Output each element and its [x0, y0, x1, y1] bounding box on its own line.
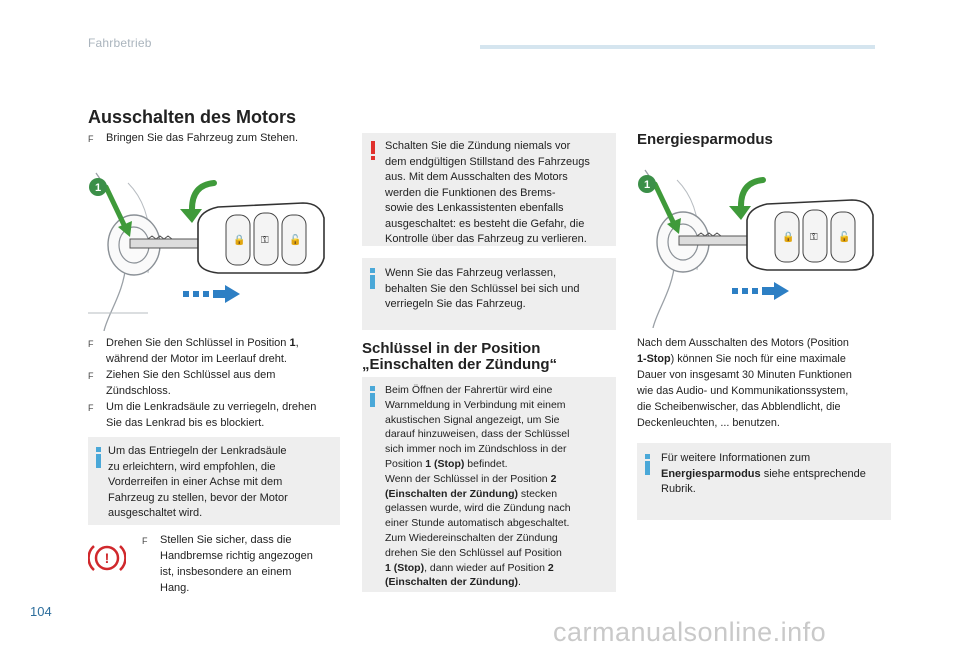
info-text: Um das Entriegeln der Lenkradsäule zu erleichtern, wird empfohlen, die Vorderreifen in einer Achse mit dem Fahrzeug zu stellen, bevor der Motor ausgeschaltet wird. — [108, 445, 288, 519]
svg-text:🔒: 🔒 — [233, 235, 246, 246]
step-text: , während der Motor im Leerlauf dreht. — [106, 337, 299, 365]
warning-text: Schalten Sie die Zündung niemals vor dem endgültigen Stillstand des Fahrzeugs aus. Mit dem Ausschalten des Motors werden die Funktionen des Brems- sowie des Lenkassistenten ebenfalls ausgeschaltet: es besteht die Gefahr, die Kontrolle über das Fahrzeug zu verlieren. — [385, 140, 590, 245]
info-icon — [96, 447, 101, 470]
bullet-marker: F — [88, 134, 94, 144]
handbrake-warning-icon — [88, 542, 126, 574]
step-text: Um die Lenkradsäule zu verriegeln, drehen Sie das Lenkrad bis es blockiert. — [106, 401, 317, 429]
step-list — [88, 335, 346, 431]
section-header: Fahrbetrieb — [88, 36, 152, 50]
svg-text:⚿: ⚿ — [261, 235, 269, 246]
step-text: Drehen Sie den Schlüssel in Position — [106, 337, 290, 349]
list-item — [88, 335, 346, 367]
step-stop-vehicle — [88, 130, 338, 147]
warning-icon — [371, 141, 375, 160]
section-subtitle-key — [362, 341, 616, 373]
step-text: Bringen Sie das Fahrzeug zum Stehen. — [106, 132, 299, 144]
info-icon — [645, 454, 650, 477]
info-box-key-position — [362, 377, 616, 592]
list-item — [88, 367, 346, 399]
page-title: Ausschalten des Motors — [88, 107, 297, 127]
page-number: 104 — [30, 604, 52, 619]
info-box-leaving-vehicle — [362, 258, 616, 330]
section-title-energy: Energiesparmodus — [637, 131, 773, 148]
subtitle-line: „Einschalten der Zündung“ — [362, 356, 558, 373]
info-icon — [370, 268, 375, 291]
bullet-marker: F — [88, 371, 94, 381]
svg-text:🔓: 🔓 — [838, 232, 851, 243]
info-box-energy-mode — [637, 443, 891, 520]
key-ignition-illustration — [637, 160, 889, 328]
illustration-marker: 1 — [643, 179, 651, 191]
info-text: Beim Öffnen der Fahrertür wird eine Warnmeldung in Verbindung mit einem akustischen Signal angezeigt, um Sie darauf hinzuweisen, dass der Schlüssel sich immer noch im Zündschloss in der Position 1 (Stop) befindet. Wenn der Schlüssel in der Position 2 (Einschalten der Zündung) stecken gelassen wurde, wird die Zündung nach einer Stunde automatisch abgeschaltet. Zum Wiedereinschalten der Zündung drehen Sie den Schlüssel auf Position 1 (Stop), dann wieder auf Position 2 (Einschalten der Zündung). — [385, 384, 571, 589]
list-item — [88, 399, 346, 431]
step-handbrake — [142, 532, 342, 596]
svg-text:⚿: ⚿ — [810, 232, 818, 243]
info-box-steering — [88, 437, 340, 525]
position-label: 1 — [289, 337, 296, 349]
info-icon — [370, 386, 375, 409]
energy-mode-paragraph: Nach dem Ausschalten des Motors (Position 1-Stop) können Sie noch für eine maximale Dauer von insgesamt 30 Minuten Funktionen wie das Audio- und Kommunikationssystem, die Scheibenwischer, das Abblendlicht, die Deckenleuchten, ... benutzen. — [637, 337, 852, 429]
step-text: Stellen Sie sicher, dass die Handbremse richtig angezogen ist, insbesondere an einem Hang. — [160, 534, 313, 594]
bullet-marker: F — [88, 339, 94, 349]
illustration-marker: 1 — [94, 182, 102, 194]
icon-glyph: ! — [104, 550, 110, 566]
subtitle-line: Schlüssel in der Position — [362, 340, 541, 357]
bullet-marker: F — [88, 403, 94, 413]
key-ignition-illustration — [88, 163, 340, 331]
svg-text:🔒: 🔒 — [782, 232, 795, 243]
header-divider — [480, 45, 875, 49]
info-text: Für weitere Informationen zum Energiesparmodus siehe entsprechende Rubrik. — [661, 452, 866, 495]
watermark: carmanualsonline.info — [553, 617, 827, 647]
info-text: Wenn Sie das Fahrzeug verlassen, behalten Sie den Schlüssel bei sich und verriegeln Sie das Fahrzeug. — [385, 267, 580, 310]
step-text: Ziehen Sie den Schlüssel aus dem Zündschloss. — [106, 369, 276, 397]
svg-text:🔓: 🔓 — [289, 235, 302, 246]
bullet-marker: F — [142, 536, 148, 546]
warning-box-ignition — [362, 133, 616, 246]
